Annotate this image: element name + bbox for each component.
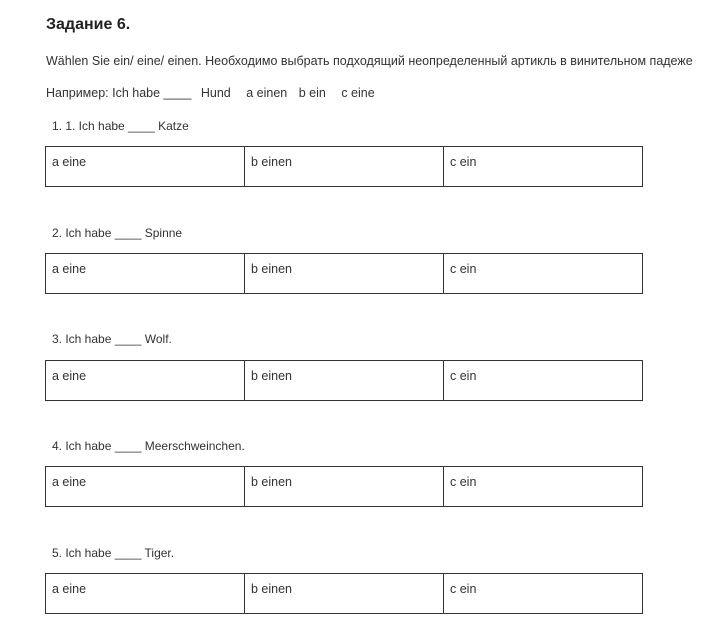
question-4-option-a[interactable]: a eine [46, 467, 245, 506]
example-line [46, 86, 375, 100]
question-3-option-c[interactable]: c ein [450, 369, 477, 383]
question-1-options [45, 146, 643, 187]
question-4-label: 4. Ich habe ____ Meerschweinchen. [52, 439, 245, 453]
question-2-option-c[interactable]: c ein [450, 262, 477, 276]
example-option-c: c eine [341, 86, 375, 100]
question-5-option-b[interactable]: b einen [245, 574, 444, 613]
question-5-option-c[interactable]: c ein [450, 582, 477, 596]
example-option-b: b ein [298, 86, 326, 100]
question-2-label: 2. Ich habe ____ Spinne [52, 226, 183, 240]
question-5-label: 5. Ich habe ____ Tiger. [52, 546, 175, 560]
question-2-option-a[interactable]: a eine [46, 254, 245, 293]
question-2-options [45, 253, 643, 294]
question-3-option-b[interactable]: b einen [245, 361, 444, 400]
question-1-option-a[interactable]: a eine [46, 147, 245, 186]
question-1-label: 1. 1. Ich habe ____ Katze [52, 119, 189, 133]
question-3-option-a[interactable]: a eine [46, 361, 245, 400]
question-2-option-b[interactable]: b einen [245, 254, 444, 293]
task-instruction: Wählen Sie ein/ eine/ einen. Необходимо выбрать подходящий неопределенный артикль в винительном падеже [46, 54, 693, 68]
task-title: Задание 6. [46, 16, 131, 33]
question-4-option-c[interactable]: c ein [450, 475, 477, 489]
question-4-options [45, 466, 643, 507]
question-1-option-c[interactable]: c ein [450, 155, 477, 169]
example-prefix: Например: Ich habe ____ [46, 86, 192, 100]
question-3-options [45, 360, 643, 401]
question-3-label: 3. Ich habe ____ Wolf. [52, 332, 172, 346]
question-5-options [45, 573, 643, 614]
example-noun: Hund [200, 86, 231, 100]
question-5-option-a[interactable]: a eine [46, 574, 245, 613]
question-1-option-b[interactable]: b einen [245, 147, 444, 186]
example-option-a: a einen [246, 86, 288, 100]
question-4-option-b[interactable]: b einen [245, 467, 444, 506]
